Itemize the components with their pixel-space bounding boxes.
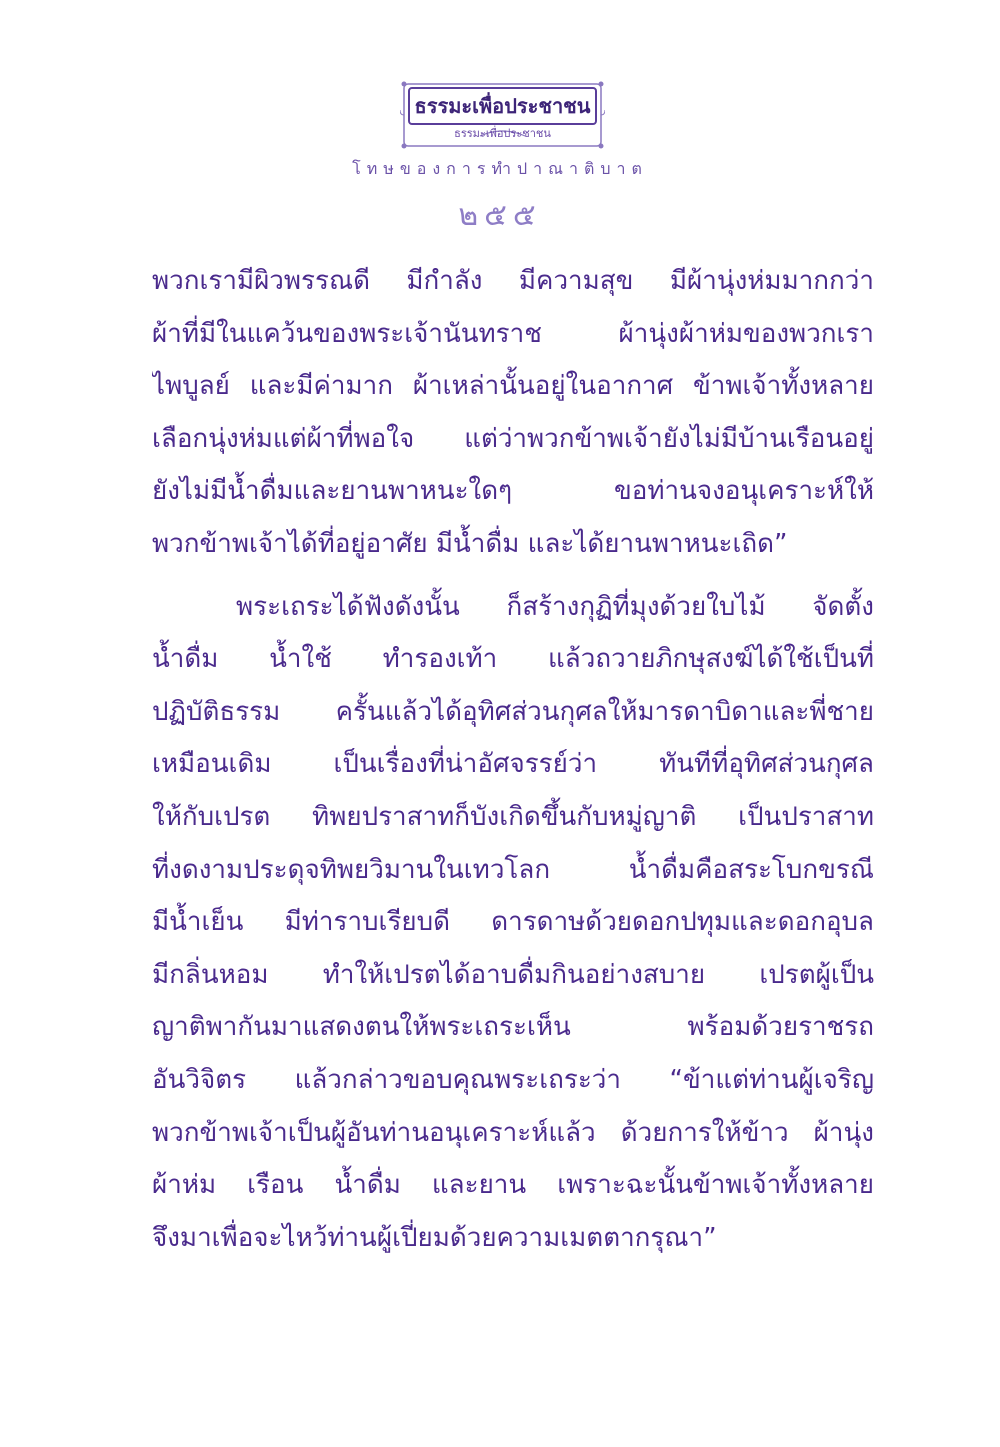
body-text (152, 255, 874, 1264)
text-line: พระเถระได้ฟังดังนั้น ก็สร้างกุฏิที่มุงด้วยใบไม้ จัดตั้ง (236, 591, 874, 622)
text-line: ผ้าห่ม เรือน น้ำดื่ม และยาน เพราะฉะนั้นข้าพเจ้าทั้งหลาย (152, 1170, 874, 1201)
text-line: พวกข้าพเจ้าได้ที่อยู่อาศัย มีน้ำดื่ม และได้ยานพาหนะเถิด” (152, 528, 788, 559)
text-line: ให้กับเปรต ทิพยปราสาทก็บังเกิดขึ้นกับหมู่ญาติ เป็นปราสาท (152, 801, 874, 832)
page-number: ๒๕๕ (458, 198, 542, 233)
book-title: โทษของการทำปาณาติบาต (352, 159, 648, 178)
text-line: น้ำดื่ม น้ำใช้ ทำรองเท้า แล้วถวายภิกษุสงฆ์ได้ใช้เป็นที่ (152, 644, 874, 675)
text-line: ที่งดงามประดุจทิพยวิมานในเทวโลก น้ำดื่มคือสระโบกขรณี (152, 854, 874, 885)
paragraph-2 (152, 581, 874, 1265)
text-line: พวกเรามีผิวพรรณดี มีกำลัง มีความสุข มีผ้านุ่งห่มมากกว่า (152, 266, 874, 296)
text-line: ญาติพากันมาแสดงตนให้พระเถระเห็น พร้อมด้วยราชรถ (152, 1012, 874, 1043)
paragraph-1 (152, 255, 874, 571)
logo-text: ธรรมะเพื่อประชาชน (414, 94, 591, 118)
text-line: เลือกนุ่งห่มแต่ผ้าที่พอใจ แต่ว่าพวกข้าพเจ้ายังไม่มีบ้านเรือนอยู่ (152, 423, 874, 454)
page-header (0, 0, 1000, 233)
logo-subtext: ธรรมะเพื่อประชาชน (454, 127, 551, 140)
series-logo (400, 80, 605, 150)
text-line: พวกข้าพเจ้าเป็นผู้อันท่านอนุเคราะห์แล้ว ด้วยการให้ข้าว ผ้านุ่ง (152, 1117, 874, 1148)
text-line: มีน้ำเย็น มีท่าราบเรียบดี ดารดาษด้วยดอกปทุมและดอกอุบล (152, 907, 874, 938)
text-line: ผ้าที่มีในแคว้นของพระเจ้านันทราช ผ้านุ่งผ้าห่มของพวกเรา (152, 318, 874, 349)
text-line: มีกลิ่นหอม ทำให้เปรตได้อาบดื่มกินอย่างสบาย เปรตผู้เป็น (152, 959, 874, 990)
text-line: อันวิจิตร แล้วกล่าวขอบคุณพระเถระว่า “ข้าแต่ท่านผู้เจริญ (152, 1064, 874, 1095)
text-line: จึงมาเพื่อจะไหว้ท่านผู้เปี่ยมด้วยความเมตตากรุณา” (152, 1222, 717, 1253)
text-line: ปฏิบัติธรรม ครั้นแล้วได้อุทิศส่วนกุศลให้มารดาบิดาและพี่ชาย (152, 696, 874, 727)
text-line: ไพบูลย์ และมีค่ามาก ผ้าเหล่านั้นอยู่ในอากาศ ข้าพเจ้าทั้งหลาย (152, 371, 874, 402)
text-line: เหมือนเดิม เป็นเรื่องที่น่าอัศจรรย์ว่า ทันทีที่อุทิศส่วนกุศล (152, 749, 874, 780)
text-line: ยังไม่มีน้ำดื่มและยานพาหนะใดๆ ขอท่านจงอนุเคราะห์ให้ (152, 476, 874, 507)
